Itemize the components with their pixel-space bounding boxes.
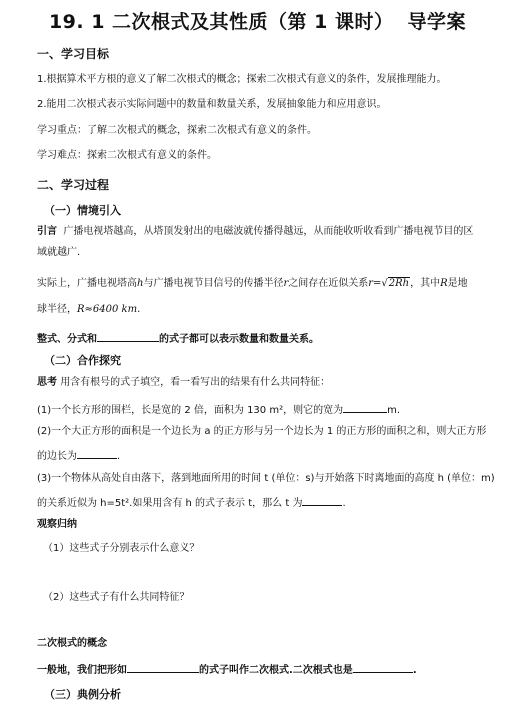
think-label: 思考 <box>37 377 57 388</box>
blank-q3[interactable] <box>302 494 342 506</box>
think-text: 用含有根号的式子填空，看一看写出的结果有什么共同特征： <box>60 377 331 388</box>
var-R: R <box>440 278 448 289</box>
difficulty: 学习难点：探索二次根式有意义的条件。 <box>37 150 217 161</box>
question-2-line-2: 的边长为 . <box>37 447 120 464</box>
subheading-intro: （一）情境引入 <box>44 204 121 217</box>
blank-concept-form[interactable] <box>127 661 199 673</box>
q3-text-2: 的关系近似为 h=5t².如果用含有 h 的式子表示 t，那么 t 为 <box>37 498 303 509</box>
goal-1: 1.根据算术平方根的意义了解二次根式的概念；探索二次根式有意义的条件，发展推理能力。 <box>37 74 447 85</box>
think-line <box>37 376 330 390</box>
radicand: 2Rh <box>388 278 410 289</box>
observe-question-2: （2）这些式子有什么共同特征？ <box>43 592 190 603</box>
q1-unit: m. <box>387 405 401 416</box>
goal-2: 2.能用二次根式表示实际问题中的数量和数量关系，发展抽象能力和应用意识。 <box>37 99 387 110</box>
intro-label: 引言 <box>37 226 57 237</box>
sqrt-icon: √ <box>381 278 388 289</box>
intro-text-3c: 之间存在近似关系 <box>288 278 369 289</box>
subheading-explore: （二）合作探究 <box>44 354 121 367</box>
question-3-line-1: (3)一个物体从高处自由落下，落到地面所用的时间 t (单位：s)与开始落下时离地面的高度 h (单位：m) <box>37 473 495 484</box>
q2-text-2: 的边长为 <box>37 451 77 462</box>
intro-text-3b: 与广播电视节目信号的传播半径 <box>143 278 284 289</box>
section-heading-goals: 一、学习目标 <box>37 47 110 61</box>
intro-line-3 <box>37 277 468 291</box>
summary-text-b: 的式子都可以表示数量和数量关系。 <box>159 334 319 345</box>
summary-text-a: 整式、分式和 <box>37 334 97 345</box>
intro-summary <box>37 330 319 347</box>
question-3-line-2: 的关系近似为 h=5t².如果用含有 h 的式子表示 t，那么 t 为 . <box>37 494 346 511</box>
subheading-example: （三）典例分析 <box>44 688 121 701</box>
blank-q1[interactable] <box>343 401 387 413</box>
intro-text-3e: 是地 <box>447 278 468 289</box>
intro-text-1: 广播电视塔越高，从塔顶发射出的电磁波就传播得越远，从而能收听收看到广播电视节目的区 <box>63 226 474 237</box>
concept-text-b: 的式子叫作二次根式.二次根式也是 <box>199 665 353 676</box>
title-main: 19. 1 二次根式及其性质（第 1 课时） <box>48 11 394 33</box>
formula-lhs: r= <box>368 278 382 289</box>
page-title <box>0 7 515 34</box>
intro-line-1 <box>37 225 473 239</box>
blank-concept-type[interactable] <box>353 661 413 673</box>
intro-line-2: 域就越广. <box>37 247 81 258</box>
intro-text-3d: ，其中 <box>410 278 441 289</box>
observe-heading: 观察归纳 <box>37 519 77 530</box>
concept-text-a: 一般地，我们把形如 <box>37 665 127 676</box>
question-2-line-1: (2)一个大正方形的面积是一个边长为 a 的正方形与另一个边长为 1 的正方形的面积之和，则大正方形 <box>37 426 487 437</box>
blank-q2[interactable] <box>77 447 117 459</box>
var-h: h <box>137 278 144 289</box>
title-tag: 导学案 <box>407 11 467 33</box>
question-1 <box>37 401 400 418</box>
q1-text: (1)一个长方形的围栏，长是宽的 2 倍，面积为 130 m²，则它的宽为 <box>37 405 344 416</box>
intro-line-4 <box>37 303 140 317</box>
intro-text-4a: 球半径， <box>37 304 77 315</box>
var-r: r <box>283 278 289 289</box>
key-point: 学习重点：了解二次根式的概念，探索二次根式有意义的条件。 <box>37 125 317 136</box>
concept-heading: 二次根式的概念 <box>37 638 107 649</box>
concept-definition <box>37 661 417 678</box>
concept-text-c: . <box>412 665 417 676</box>
section-heading-process: 二、学习过程 <box>37 178 110 192</box>
earth-radius: R≈6400 km. <box>77 304 141 315</box>
intro-text-3a: 实际上，广播电视塔高 <box>37 278 137 289</box>
observe-question-1: （1）这些式子分别表示什么意义？ <box>43 543 200 554</box>
blank-summary[interactable] <box>97 330 159 342</box>
